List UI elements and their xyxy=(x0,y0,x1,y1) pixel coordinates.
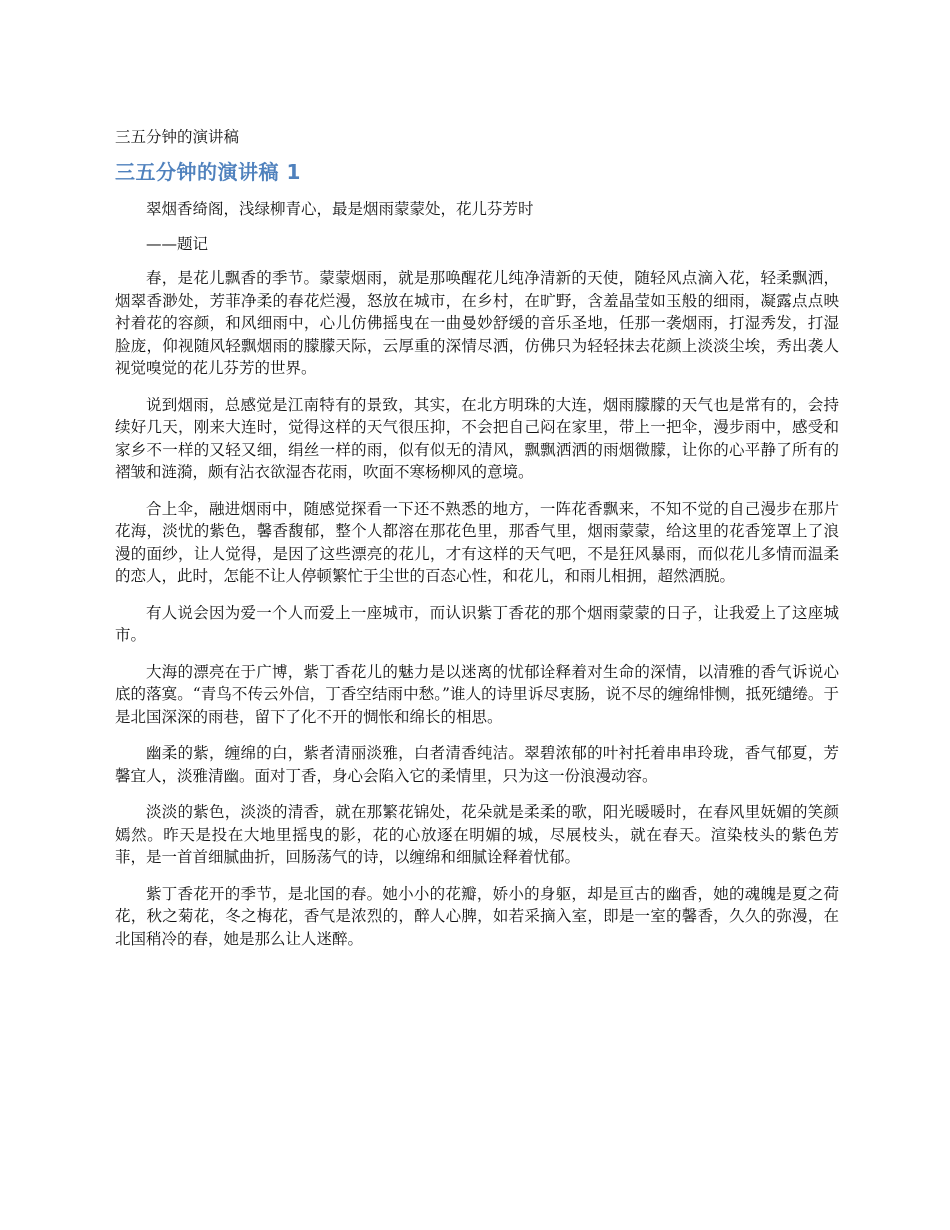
section-heading: 三五分钟的演讲稿 1 xyxy=(115,160,301,184)
paragraph: 春，是花儿飘香的季节。蒙蒙烟雨，就是那唤醒花儿纯净清新的天使，随轻风点滴入花，轻柔飘洒，烟翠香渺处，芳菲净柔的春花烂漫，怒放在城市，在乡村，在旷野，含羞晶莹如玉般的细雨，凝露点点映衬着花的容颜，和风细雨中，心儿仿佛摇曳在一曲曼妙舒缓的音乐圣地，任那一袭烟雨，打湿秀发，打湿脸庞，仰视随风轻飘烟雨的朦朦天际，云厚重的深情尽洒，仿佛只为轻轻抹去花颜上淡淡尘埃，秀出袭人视觉嗅觉的花儿芬芳的世界。 xyxy=(115,269,839,377)
epigraph-line: 翠烟香绮阁，浅绿柳青心，最是烟雨蒙蒙处，花儿芬芳时 xyxy=(146,200,534,218)
paragraph: 大海的漂亮在于广博，紫丁香花儿的魅力是以迷离的忧郁诠释着对生命的深情，以清雅的香气诉说心底的落寞。“青鸟不传云外信，丁香空结雨中愁。”谁人的诗里诉尽衷肠，说不尽的缠绵悱恻，抵死缱绻。于是北国深深的雨巷，留下了化不开的惆怅和绵长的相思。 xyxy=(115,662,839,726)
epigraph-attribution: ——题记 xyxy=(146,234,209,253)
paragraph: 说到烟雨，总感觉是江南特有的景致，其实，在北方明珠的大连，烟雨朦朦的天气也是常有的，会持续好几天，刚来大连时，觉得这样的天气很压抑，不会把自己闷在家里，带上一把伞，漫步雨中，感受和家乡不一样的又轻又细，绢丝一样的雨，似有似无的清风，飘飘洒洒的雨烟微朦，让你的心平静了所有的褶皱和涟漪，颇有沾衣欲湿杏花雨，吹面不寒杨柳风的意境。 xyxy=(115,395,839,481)
document-title: 三五分钟的演讲稿 xyxy=(115,128,240,146)
paragraph: 合上伞，融进烟雨中，随感觉探看一下还不熟悉的地方，一阵花香飘来，不知不觉的自己漫步在那片花海，淡忧的紫色，馨香馥郁，整个人都溶在那花色里，那香气里，烟雨蒙蒙，给这里的花香笼罩上了浪漫的面纱，让人觉得，是因了这些漂亮的花儿，才有这样的天气吧，不是狂风暴雨，而似花儿多情而温柔的恋人，此时，怎能不让人停顿繁忙于尘世的百态心性，和花儿，和雨儿相拥，超然洒脱。 xyxy=(115,499,839,585)
paragraph: 紫丁香花开的季节，是北国的春。她小小的花瓣，娇小的身躯，却是亘古的幽香，她的魂魄是夏之荷花，秋之菊花，冬之梅花，香气是浓烈的，醉人心脾，如若采摘入室，即是一室的馨香，久久的弥漫，在北国稍冷的春，她是那么让人迷醉。 xyxy=(115,884,839,948)
paragraph: 幽柔的紫，缠绵的白，紫者清丽淡雅，白者清香纯洁。翠碧浓郁的叶衬托着串串玲珑，香气郁夏，芳馨宜人，淡雅清幽。面对丁香，身心会陷入它的柔情里，只为这一份浪漫动容。 xyxy=(115,744,839,785)
paragraph: 淡淡的紫色，淡淡的清香，就在那繁花锦处，花朵就是柔柔的歌，阳光暖暖时，在春风里妩媚的笑颜嫣然。昨天是投在大地里摇曳的影，花的心放逐在明媚的城，尽展枝头，就在春天。渲染枝头的紫色芳菲，是一首首细腻曲折，回肠荡气的诗，以缠绵和细腻诠释着忧郁。 xyxy=(115,803,839,866)
document-page xyxy=(115,126,839,964)
paragraph: 有人说会因为爱一个人而爱上一座城市，而认识紫丁香花的那个烟雨蒙蒙的日子，让我爱上了这座城市。 xyxy=(115,603,839,644)
